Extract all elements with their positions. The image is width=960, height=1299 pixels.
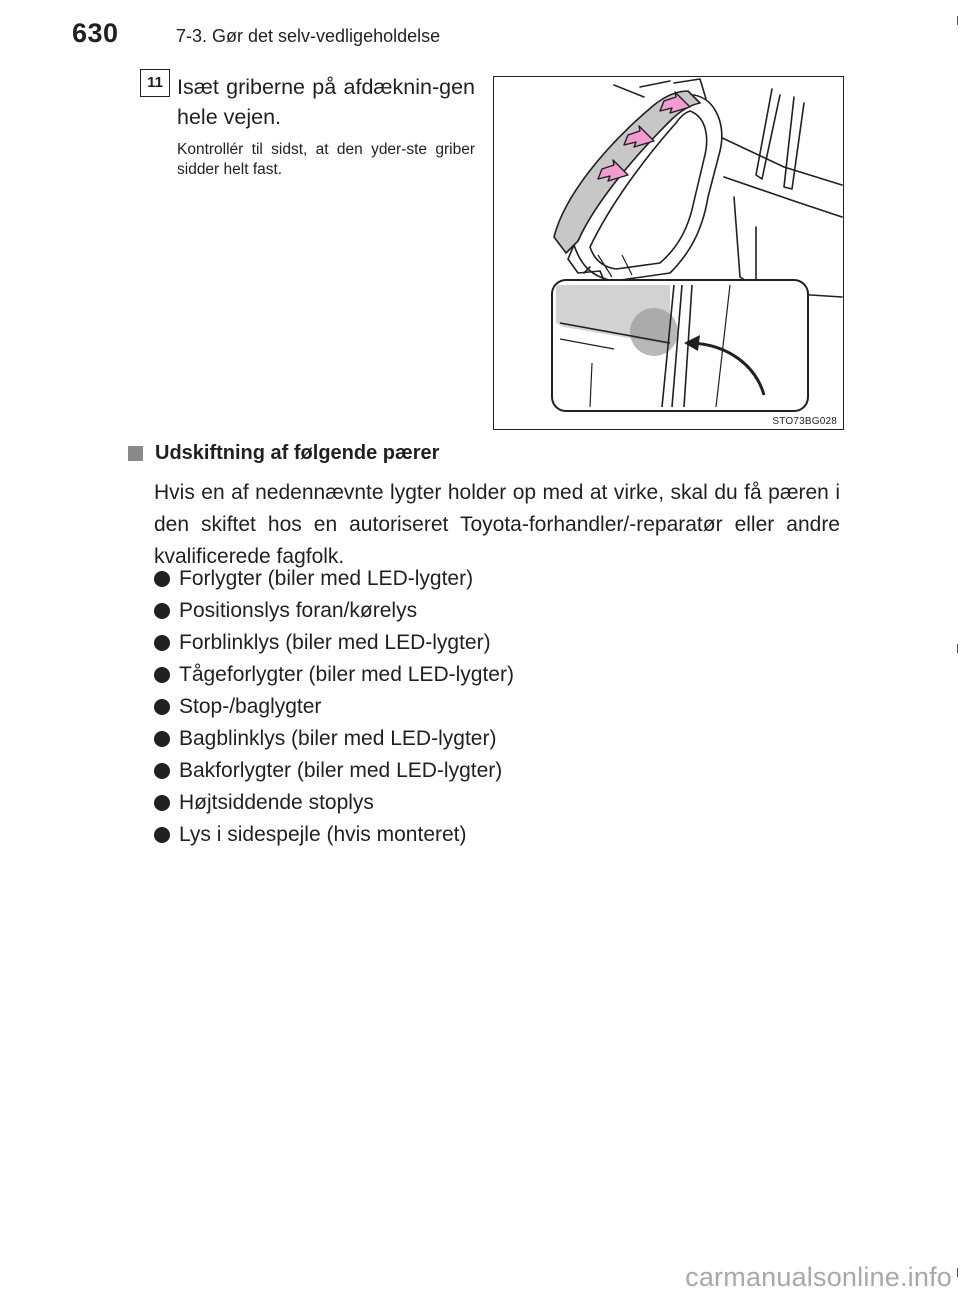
list-item-text: Forblinklys (biler med LED-lygter) — [179, 631, 491, 654]
bullet-icon — [154, 635, 170, 651]
list-item — [154, 723, 514, 755]
section-subheading — [128, 440, 439, 466]
list-item — [154, 691, 514, 723]
list-item-text: Bakforlygter (biler med LED-lygter) — [179, 759, 503, 782]
bullet-icon — [154, 667, 170, 683]
bullet-icon — [154, 731, 170, 747]
mirror-cover-illustration — [493, 76, 844, 430]
list-item-text: Stop-/baglygter — [179, 695, 322, 718]
step-note: Kontrollér til sidst, at den yder-ste griber sidder helt fast. — [177, 141, 475, 178]
step-number-badge: 11 — [140, 69, 170, 97]
body-paragraph: Hvis en af nedennævnte lygter holder op med at virke, skal du få pæren i den skiftet hos en autoriseret Toyota-forhandler/-reparatør eller andre kvalificerede fagfolk. — [154, 481, 840, 568]
watermark: carmanualsonline.info — [685, 1262, 952, 1292]
list-item-text: Bagblinklys (biler med LED-lygter) — [179, 727, 497, 750]
mirror-cover-drawing — [494, 77, 844, 430]
list-item-text: Forlygter (biler med LED-lygter) — [179, 567, 474, 590]
list-item-text: Tågeforlygter (biler med LED-lygter) — [179, 663, 514, 686]
list-item — [154, 659, 514, 691]
bullet-icon — [154, 795, 170, 811]
crop-mark — [957, 16, 958, 25]
list-item — [154, 819, 514, 851]
list-item — [154, 595, 514, 627]
section-header: 7-3. Gør det selv-vedligeholdelse — [176, 26, 441, 46]
list-item-text: Positionslys foran/kørelys — [179, 599, 418, 622]
list-item — [154, 787, 514, 819]
subheading-text: Udskiftning af følgende pærer — [155, 441, 440, 464]
bullet-icon — [154, 827, 170, 843]
list-item-text: Lys i sidespejle (hvis monteret) — [179, 823, 467, 846]
page-number: 630 — [72, 18, 119, 48]
bullet-icon — [154, 571, 170, 587]
crop-mark — [957, 644, 958, 653]
list-item-text: Højtsiddende stoplys — [179, 791, 374, 814]
heading-square-icon — [128, 446, 143, 461]
list-item — [154, 627, 514, 659]
list-item — [154, 755, 514, 787]
crop-mark — [957, 1268, 958, 1277]
bullet-icon — [154, 603, 170, 619]
bullet-icon — [154, 699, 170, 715]
bullet-icon — [154, 763, 170, 779]
bulb-list — [154, 563, 514, 851]
figure-code: STO73BG028 — [772, 416, 837, 427]
step-instruction: Isæt griberne på afdæknin-gen hele vejen. — [177, 75, 475, 129]
list-item — [154, 563, 514, 595]
